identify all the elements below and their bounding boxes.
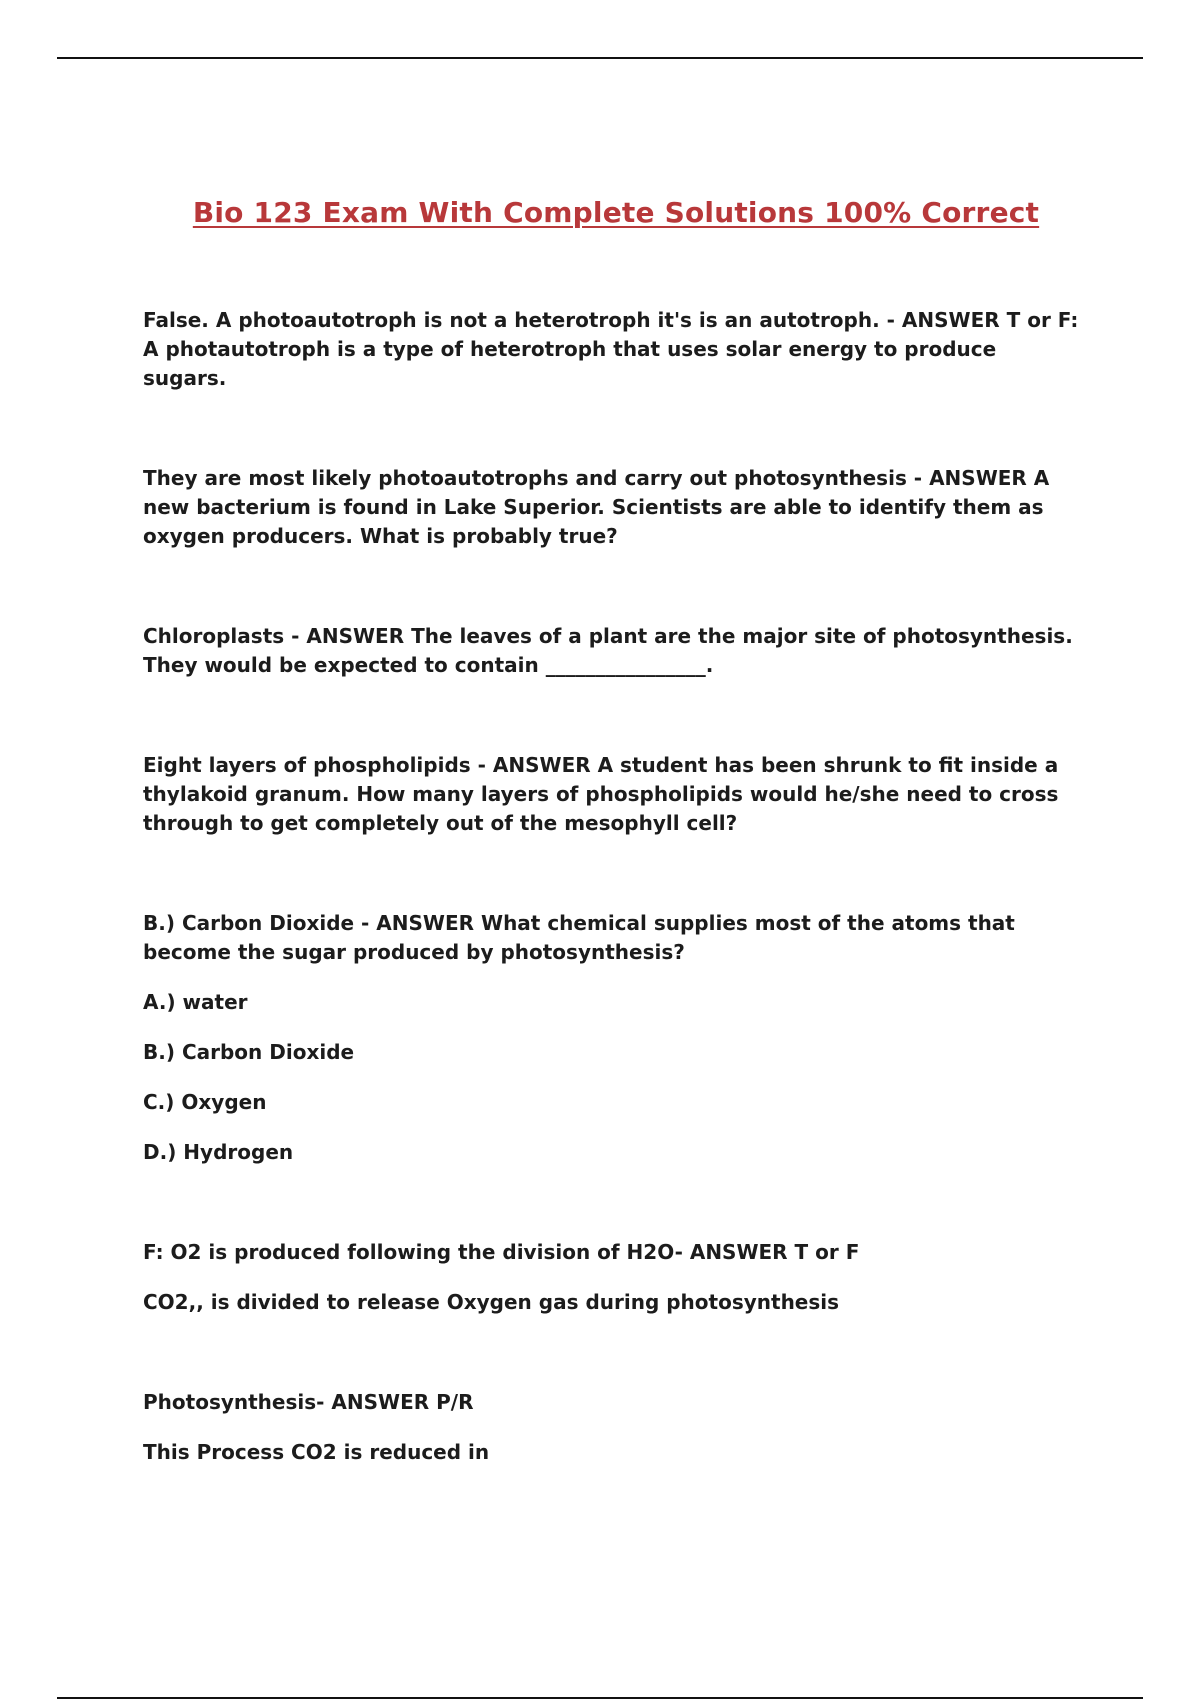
option-a: A.) water: [143, 990, 248, 1014]
qa-entry-1: [143, 306, 1083, 393]
qa-entry-5: [143, 909, 1083, 1167]
option-c: C.) Oxygen: [143, 1090, 267, 1114]
qa-text: B.) Carbon Dioxide - ANSWER What chemical supplies most of the atoms that become the sugar produced by photosynthesis?: [143, 911, 1015, 964]
qa-entry-4: [143, 751, 1083, 838]
qa-text: Eight layers of phospholipids - ANSWER A student has been shrunk to fit inside a thylakoid granum. How many layers of phospholipids would he/she need to cross through to get completely out of the mesophyll cell?: [143, 753, 1059, 835]
qa-text: They are most likely photoautotrophs and carry out photosynthesis - ANSWER A new bacterium is found in Lake Superior. Scientists are able to identify them as oxygen producers. What is probably true?: [143, 466, 1050, 548]
qa-entry-6: [143, 1238, 1083, 1317]
qa-text: False. A photoautotroph is not a heterotroph it's is an autotroph. - ANSWER T or F: A photautotroph is a type of heterotroph that uses solar energy to produce sugars.: [143, 308, 1079, 390]
document-title: Bio 123 Exam With Complete Solutions 100% Correct: [192, 196, 1040, 229]
qa-text: Photosynthesis- ANSWER P/R: [143, 1390, 474, 1414]
document-body: [143, 306, 1083, 1467]
qa-followup: CO2,, is divided to release Oxygen gas during photosynthesis: [143, 1290, 840, 1314]
option-d: D.) Hydrogen: [143, 1140, 294, 1164]
qa-entry-3: [143, 622, 1083, 680]
qa-text: F: O2 is produced following the division of H2O- ANSWER T or F: [143, 1240, 860, 1264]
qa-entry-7: [143, 1388, 1083, 1467]
qa-entry-2: [143, 464, 1083, 551]
qa-text: Chloroplasts - ANSWER The leaves of a plant are the major site of photosynthesis. They would be expected to contain ________________.: [143, 624, 1073, 677]
qa-followup: This Process CO2 is reduced in: [143, 1440, 490, 1464]
bottom-rule: [57, 1697, 1143, 1699]
option-b: B.) Carbon Dioxide: [143, 1040, 355, 1064]
top-rule: [57, 57, 1143, 59]
